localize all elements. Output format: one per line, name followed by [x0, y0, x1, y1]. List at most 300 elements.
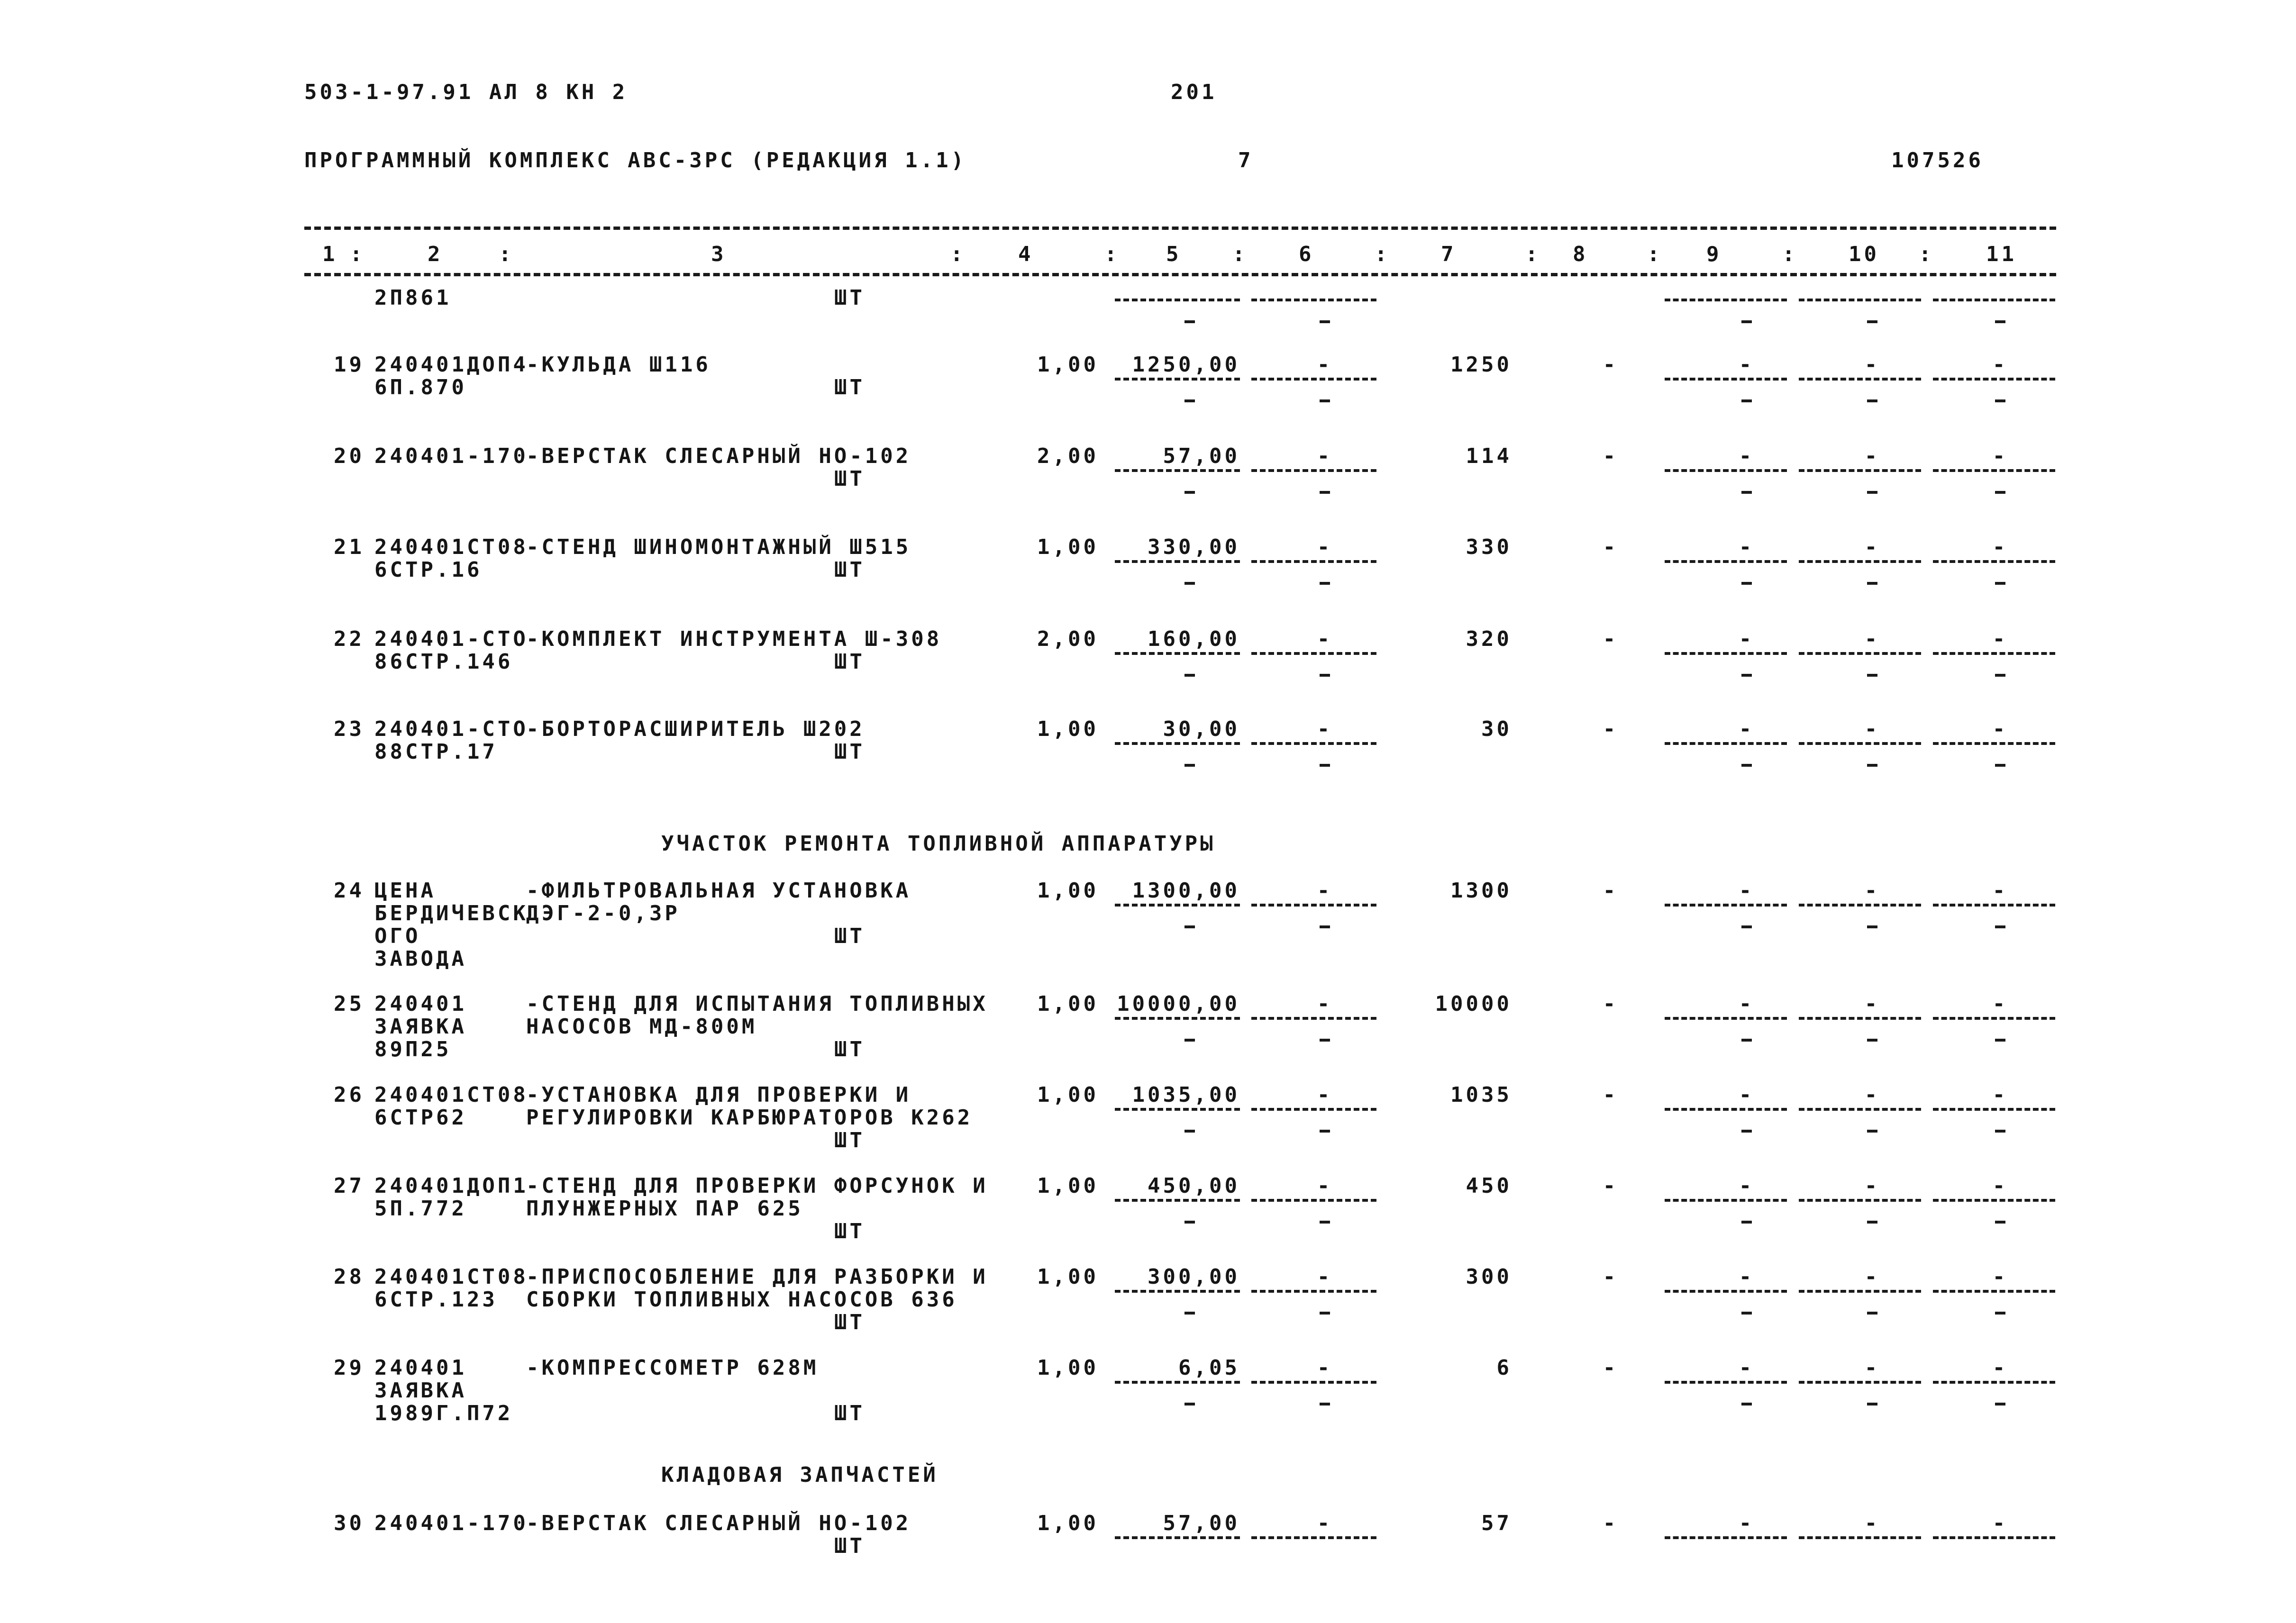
column-11-value: - — [1992, 1265, 2008, 1289]
subtotal-dash-mark — [1320, 1130, 1330, 1133]
column-6-value: - — [1317, 1083, 1333, 1107]
column-9-value: - — [1739, 1356, 1755, 1380]
quantity: 1,00 — [1037, 1356, 1099, 1380]
subtotal-dashed-line — [1933, 1381, 2055, 1384]
subtotal-dashed-line — [1251, 904, 1376, 907]
section-heading-parts: КЛАДОВАЯ ЗАПЧАСТЕЙ — [661, 1463, 938, 1487]
equipment-name: -БОРТОРАСШИРИТЕЛЬ Ш202 — [526, 717, 865, 741]
subtotal-dash-mark — [1867, 1039, 1877, 1042]
equipment-name: СБОРКИ ТОПЛИВНЫХ НАСОСОВ 636 — [526, 1288, 957, 1312]
subtotal-dashed-line — [1799, 469, 1921, 472]
subtotal-dash-mark — [1995, 582, 2005, 585]
total-amount: 30 — [1481, 717, 1512, 741]
subtotal-dash-mark — [1320, 764, 1330, 767]
total-amount: 450 — [1466, 1174, 1512, 1198]
subtotal-dash-mark — [1741, 674, 1752, 677]
equipment-name: ПЛУНЖЕРНЫХ ПАР 625 — [526, 1197, 803, 1221]
subtotal-dashed-line — [1933, 469, 2055, 472]
subtotal-dash-mark — [1184, 1039, 1195, 1042]
unit-of-measure: ШТ — [834, 375, 865, 399]
subtotal-dashed-line — [1115, 1536, 1240, 1539]
row-number: 28 — [334, 1265, 364, 1289]
unit-of-measure: ШТ — [834, 1037, 865, 1061]
equipment-name: -ПРИСПОСОБЛЕНИЕ ДЛЯ РАЗБОРКИ И — [526, 1265, 988, 1289]
column-8-value: - — [1603, 444, 1619, 468]
subtotal-dash-mark — [1320, 320, 1330, 323]
subtotal-dashed-line — [1251, 1017, 1376, 1020]
column-10-value: - — [1864, 1265, 1880, 1289]
subtotal-dash-mark — [1867, 764, 1877, 767]
subtotal-dash-mark — [1741, 925, 1752, 928]
subtotal-dash-mark — [1184, 925, 1195, 928]
quantity: 1,00 — [1037, 1083, 1099, 1107]
subtotal-dashed-line — [1115, 652, 1240, 655]
column-6-value: - — [1317, 1265, 1333, 1289]
unit-of-measure: ШТ — [834, 1219, 865, 1243]
unit-price: 160,00 — [1148, 627, 1240, 651]
column-9-value: - — [1739, 1511, 1755, 1535]
document-number: 107526 — [1891, 148, 1984, 172]
column-9-value: - — [1739, 353, 1755, 377]
equipment-name: -КУЛЬДА Ш116 — [526, 353, 711, 377]
subtotal-dashed-line — [1799, 560, 1921, 563]
column-10-value: - — [1864, 353, 1880, 377]
column-8-value: - — [1603, 879, 1619, 903]
column-8-value: - — [1603, 1174, 1619, 1198]
subtotal-dashed-line — [1665, 1199, 1787, 1202]
column-9-value: - — [1739, 879, 1755, 903]
subtotal-dash-mark — [1741, 491, 1752, 494]
equipment-name: -ВЕРСТАК СЛЕСАРНЫЙ НО-102 — [526, 1511, 911, 1535]
subtotal-dash-mark — [1995, 764, 2005, 767]
row-number: 23 — [334, 717, 364, 741]
column-8-value: - — [1603, 535, 1619, 559]
total-amount: 1035 — [1450, 1083, 1512, 1107]
equipment-code: ЗАЯВКА — [374, 1015, 467, 1039]
unit-price: 30,00 — [1163, 717, 1240, 741]
unit-price: 1250,00 — [1132, 353, 1240, 377]
subtotal-dash-mark — [1995, 399, 2005, 402]
column-header-2: 2 — [428, 242, 443, 266]
subtotal-dash-mark — [1995, 1403, 2005, 1405]
equipment-code: БЕРДИЧЕВСК — [374, 901, 528, 925]
column-9-value: - — [1739, 1265, 1755, 1289]
subtotal-dashed-line — [1251, 560, 1376, 563]
equipment-name: -ФИЛЬТРОВАЛЬНАЯ УСТАНОВКА — [526, 879, 911, 903]
subtotal-dash-mark — [1741, 582, 1752, 585]
column-11-value: - — [1992, 1356, 2008, 1380]
subtotal-dashed-line — [1251, 1108, 1376, 1111]
column-header-4: 4 — [1018, 242, 1034, 266]
unit-price: 300,00 — [1148, 1265, 1240, 1289]
subtotal-dash-mark — [1184, 674, 1195, 677]
subtotal-dashed-line — [1933, 378, 2055, 381]
total-amount: 330 — [1466, 535, 1512, 559]
column-separator: : — [1525, 242, 1541, 266]
subtotal-dashed-line — [1933, 904, 2055, 907]
subtotal-dash-mark — [1741, 1039, 1752, 1042]
subtotal-dashed-line — [1933, 1017, 2055, 1020]
subtotal-dash-mark — [1741, 1312, 1752, 1315]
column-8-value: - — [1603, 1265, 1619, 1289]
subtotal-dashed-line — [1933, 1199, 2055, 1202]
quantity: 1,00 — [1037, 353, 1099, 377]
equipment-code: 6П.870 — [374, 375, 467, 399]
program-title: ПРОГРАММНЫЙ КОМПЛЕКС АВС-3РС (РЕДАКЦИЯ 1.1) — [304, 148, 967, 172]
unit-price: 57,00 — [1163, 444, 1240, 468]
unit-price: 1300,00 — [1132, 879, 1240, 903]
subtotal-dash-mark — [1867, 320, 1877, 323]
total-amount: 57 — [1481, 1511, 1512, 1535]
equipment-code: ЗАЯВКА — [374, 1378, 467, 1403]
total-amount: 114 — [1466, 444, 1512, 468]
column-header-10: 10 — [1849, 242, 1879, 266]
subtotal-dashed-line — [1799, 378, 1921, 381]
column-10-value: - — [1864, 1083, 1880, 1107]
equipment-code: 5П.772 — [374, 1197, 467, 1221]
column-11-value: - — [1992, 353, 2008, 377]
column-header-5: 5 — [1166, 242, 1182, 266]
equipment-code: 240401-СТО — [374, 717, 528, 741]
column-10-value: - — [1864, 627, 1880, 651]
column-separator: : — [350, 242, 365, 266]
subtotal-dashed-line — [1251, 1290, 1376, 1293]
subtotal-dashed-line — [1665, 560, 1787, 563]
subtotal-dash-mark — [1320, 491, 1330, 494]
column-11-value: - — [1992, 1174, 2008, 1198]
subtotal-dash-mark — [1320, 1312, 1330, 1315]
subtotal-dashed-line — [1115, 469, 1240, 472]
column-9-value: - — [1739, 1174, 1755, 1198]
column-10-value: - — [1864, 1174, 1880, 1198]
column-separator: : — [499, 242, 514, 266]
subtotal-dashed-line — [1799, 1017, 1921, 1020]
subtotal-dash-mark — [1184, 1312, 1195, 1315]
equipment-name: -КОМПЛЕКТ ИНСТРУМЕНТА Ш-308 — [526, 627, 942, 651]
equipment-name: -ВЕРСТАК СЛЕСАРНЫЙ НО-102 — [526, 444, 911, 468]
equipment-code: 240401 — [374, 1356, 467, 1380]
section-heading-fuel: УЧАСТОК РЕМОНТА ТОПЛИВНОЙ АППАРАТУРЫ — [661, 832, 1216, 856]
column-separator: : — [1782, 242, 1798, 266]
subtotal-dashed-line — [1933, 1108, 2055, 1111]
subtotal-dash-mark — [1867, 582, 1877, 585]
unit-of-measure: ШТ — [834, 1128, 865, 1152]
unit-price: 450,00 — [1148, 1174, 1240, 1198]
subtotal-dashed-line — [1251, 378, 1376, 381]
subtotal-dashed-line — [1115, 1017, 1240, 1020]
column-8-value: - — [1603, 627, 1619, 651]
unit-price: 330,00 — [1148, 535, 1240, 559]
equipment-code: 240401ДОП1 — [374, 1174, 528, 1198]
equipment-name: -КОМПРЕССОМЕТР 628М — [526, 1356, 819, 1380]
continuation-code: 2П861 — [374, 286, 452, 310]
subtotal-dashed-line — [1799, 1199, 1921, 1202]
subtotal-dash-mark — [1867, 399, 1877, 402]
subtotal-dash-mark — [1867, 1221, 1877, 1224]
subtotal-dashed-line — [1665, 299, 1787, 301]
total-amount: 1250 — [1450, 353, 1512, 377]
column-6-value: - — [1317, 1174, 1333, 1198]
column-header-3: 3 — [711, 242, 727, 266]
subtotal-dashed-line — [1799, 1381, 1921, 1384]
column-6-value: - — [1317, 444, 1333, 468]
subtotal-dashed-line — [1933, 1290, 2055, 1293]
subtotal-dashed-line — [1799, 1108, 1921, 1111]
subtotal-dashed-line — [1665, 1381, 1787, 1384]
column-6-value: - — [1317, 1356, 1333, 1380]
column-6-value: - — [1317, 1511, 1333, 1535]
header-top-rule — [304, 227, 2056, 230]
row-number: 25 — [334, 992, 364, 1016]
subtotal-dash-mark — [1995, 320, 2005, 323]
subtotal-dashed-line — [1665, 469, 1787, 472]
document-code: 503-1-97.91 АЛ 8 КН 2 — [304, 80, 628, 104]
column-header-7: 7 — [1441, 242, 1457, 266]
subtotal-dash-mark — [1995, 491, 2005, 494]
subtotal-dashed-line — [1115, 1108, 1240, 1111]
column-11-value: - — [1992, 444, 2008, 468]
subtotal-dashed-line — [1933, 299, 2055, 301]
column-10-value: - — [1864, 879, 1880, 903]
equipment-code: 240401-170 — [374, 444, 528, 468]
equipment-name: -СТЕНД ДЛЯ ПРОВЕРКИ ФОРСУНОК И — [526, 1174, 988, 1198]
row-number: 19 — [334, 353, 364, 377]
row-number: 26 — [334, 1083, 364, 1107]
equipment-code: 240401-170 — [374, 1511, 528, 1535]
equipment-code: 88СТР.17 — [374, 740, 498, 764]
subtotal-dashed-line — [1115, 299, 1240, 301]
subtotal-dash-mark — [1741, 1403, 1752, 1405]
column-6-value: - — [1317, 535, 1333, 559]
row-number: 24 — [334, 879, 364, 903]
column-11-value: - — [1992, 992, 2008, 1016]
column-6-value: - — [1317, 879, 1333, 903]
column-10-value: - — [1864, 1511, 1880, 1535]
subtotal-dash-mark — [1184, 1221, 1195, 1224]
column-separator: : — [1919, 242, 1934, 266]
quantity: 2,00 — [1037, 627, 1099, 651]
subtotal-dashed-line — [1251, 742, 1376, 745]
equipment-code: 240401СТ08 — [374, 1265, 528, 1289]
subtotal-dashed-line — [1115, 378, 1240, 381]
equipment-code: 240401 — [374, 992, 467, 1016]
row-number: 22 — [334, 627, 364, 651]
column-10-value: - — [1864, 535, 1880, 559]
unit-price: 10000,00 — [1117, 992, 1240, 1016]
subtotal-dash-mark — [1741, 1221, 1752, 1224]
subtotal-dashed-line — [1665, 904, 1787, 907]
row-number: 30 — [334, 1511, 364, 1535]
subtotal-dashed-line — [1665, 378, 1787, 381]
subtotal-dash-mark — [1741, 399, 1752, 402]
column-11-value: - — [1992, 717, 2008, 741]
column-8-value: - — [1603, 353, 1619, 377]
total-amount: 1300 — [1450, 879, 1512, 903]
subtotal-dash-mark — [1320, 1403, 1330, 1405]
row-number: 20 — [334, 444, 364, 468]
column-8-value: - — [1603, 717, 1619, 741]
subtotal-dashed-line — [1251, 1199, 1376, 1202]
subtotal-dashed-line — [1665, 742, 1787, 745]
equipment-name: ДЭГ-2-0,3Р — [526, 901, 680, 925]
continuation-unit: ШТ — [834, 286, 865, 310]
unit-of-measure: ШТ — [834, 467, 865, 491]
subtotal-dashed-line — [1799, 742, 1921, 745]
subtotal-dash-mark — [1867, 1130, 1877, 1133]
column-8-value: - — [1603, 1356, 1619, 1380]
subtotal-dash-mark — [1867, 1403, 1877, 1405]
subtotal-dashed-line — [1665, 1017, 1787, 1020]
subtotal-dashed-line — [1115, 1381, 1240, 1384]
column-11-value: - — [1992, 1083, 2008, 1107]
column-9-value: - — [1739, 444, 1755, 468]
subtotal-dash-mark — [1320, 1221, 1330, 1224]
total-amount: 10000 — [1435, 992, 1512, 1016]
subtotal-dashed-line — [1799, 652, 1921, 655]
column-10-value: - — [1864, 992, 1880, 1016]
subtotal-dashed-line — [1799, 299, 1921, 301]
total-amount: 6 — [1496, 1356, 1512, 1380]
subtotal-dash-mark — [1867, 674, 1877, 677]
column-8-value: - — [1603, 1083, 1619, 1107]
subtotal-dash-mark — [1184, 1130, 1195, 1133]
equipment-name: НАСОСОВ МД-800М — [526, 1015, 757, 1039]
quantity: 2,00 — [1037, 444, 1099, 468]
column-8-value: - — [1603, 1511, 1619, 1535]
equipment-code: ЦЕНА — [374, 879, 436, 903]
column-8-value: - — [1603, 992, 1619, 1016]
unit-of-measure: ШТ — [834, 1310, 865, 1334]
subtotal-dash-mark — [1995, 1039, 2005, 1042]
subtotal-dashed-line — [1799, 1536, 1921, 1539]
subtotal-dash-mark — [1320, 1039, 1330, 1042]
column-11-value: - — [1992, 627, 2008, 651]
column-6-value: - — [1317, 627, 1333, 651]
column-6-value: - — [1317, 717, 1333, 741]
unit-of-measure: ШТ — [834, 1534, 865, 1558]
total-amount: 320 — [1466, 627, 1512, 651]
subtotal-dash-mark — [1741, 764, 1752, 767]
quantity: 1,00 — [1037, 879, 1099, 903]
subtotal-dash-mark — [1320, 399, 1330, 402]
column-6-value: - — [1317, 992, 1333, 1016]
equipment-name: -СТЕНД ШИНОМОНТАЖНЫЙ Ш515 — [526, 535, 911, 559]
column-9-value: - — [1739, 717, 1755, 741]
subtotal-dashed-line — [1251, 469, 1376, 472]
subtotal-dashed-line — [1933, 560, 2055, 563]
subtotal-dashed-line — [1115, 904, 1240, 907]
subtotal-dashed-line — [1933, 742, 2055, 745]
subtotal-dash-mark — [1184, 1403, 1195, 1405]
equipment-code: 6СТР.123 — [374, 1288, 498, 1312]
subtotal-dashed-line — [1665, 1536, 1787, 1539]
column-header-8: 8 — [1573, 242, 1588, 266]
unit-of-measure: ШТ — [834, 1401, 865, 1425]
column-11-value: - — [1992, 879, 2008, 903]
column-header-1: 1 — [322, 242, 338, 266]
subtotal-dash-mark — [1184, 491, 1195, 494]
column-header-11: 11 — [1986, 242, 2017, 266]
subtotal-dash-mark — [1995, 674, 2005, 677]
column-11-value: - — [1992, 1511, 2008, 1535]
equipment-code: 6СТР62 — [374, 1106, 467, 1130]
unit-of-measure: ШТ — [834, 558, 865, 582]
equipment-code: 240401СТ08 — [374, 535, 528, 559]
row-number: 27 — [334, 1174, 364, 1198]
unit-of-measure: ШТ — [834, 650, 865, 674]
subtotal-dash-mark — [1741, 320, 1752, 323]
total-amount: 300 — [1466, 1265, 1512, 1289]
quantity: 1,00 — [1037, 535, 1099, 559]
subtotal-dash-mark — [1867, 491, 1877, 494]
subtotal-dash-mark — [1184, 764, 1195, 767]
subtotal-dashed-line — [1251, 299, 1376, 301]
subtotal-dash-mark — [1320, 925, 1330, 928]
column-header-9: 9 — [1706, 242, 1722, 266]
column-10-value: - — [1864, 1356, 1880, 1380]
subtotal-dashed-line — [1933, 1536, 2055, 1539]
subtotal-dash-mark — [1184, 582, 1195, 585]
subtotal-dashed-line — [1115, 742, 1240, 745]
subtotal-dash-mark — [1995, 1130, 2005, 1133]
column-11-value: - — [1992, 535, 2008, 559]
equipment-code: 1989Г.П72 — [374, 1401, 513, 1425]
unit-of-measure: ШТ — [834, 924, 865, 948]
subtotal-dashed-line — [1115, 1199, 1240, 1202]
subtotal-dash-mark — [1184, 399, 1195, 402]
subtotal-dashed-line — [1665, 652, 1787, 655]
row-number: 21 — [334, 535, 364, 559]
column-9-value: - — [1739, 1083, 1755, 1107]
subtotal-dash-mark — [1184, 320, 1195, 323]
column-6-value: - — [1317, 353, 1333, 377]
equipment-code: 240401ДОП4 — [374, 353, 528, 377]
subtotal-dash-mark — [1995, 925, 2005, 928]
subtotal-dashed-line — [1799, 1290, 1921, 1293]
equipment-code: 240401-СТО — [374, 627, 528, 651]
column-separator: : — [1647, 242, 1663, 266]
subtotal-dash-mark — [1995, 1221, 2005, 1224]
subtotal-dashed-line — [1665, 1108, 1787, 1111]
quantity: 1,00 — [1037, 992, 1099, 1016]
column-separator: : — [1375, 242, 1390, 266]
column-header-6: 6 — [1299, 242, 1314, 266]
equipment-code: 6СТР.16 — [374, 558, 483, 582]
subtotal-dash-mark — [1867, 925, 1877, 928]
equipment-code: 240401СТ08 — [374, 1083, 528, 1107]
quantity: 1,00 — [1037, 1174, 1099, 1198]
quantity: 1,00 — [1037, 1511, 1099, 1535]
subtotal-dash-mark — [1320, 582, 1330, 585]
quantity: 1,00 — [1037, 1265, 1099, 1289]
unit-price: 1035,00 — [1132, 1083, 1240, 1107]
column-separator: : — [950, 242, 966, 266]
column-9-value: - — [1739, 535, 1755, 559]
equipment-code: 86СТР.146 — [374, 650, 513, 674]
subtotal-dashed-line — [1665, 1290, 1787, 1293]
unit-price: 57,00 — [1163, 1511, 1240, 1535]
column-10-value: - — [1864, 717, 1880, 741]
column-separator: : — [1104, 242, 1120, 266]
equipment-name: РЕГУЛИРОВКИ КАРБЮРАТОРОВ К262 — [526, 1106, 973, 1130]
sheet-number: 7 — [1238, 148, 1254, 172]
header-bottom-rule — [304, 273, 2056, 276]
subtotal-dash-mark — [1995, 1312, 2005, 1315]
column-separator: : — [1232, 242, 1248, 266]
column-9-value: - — [1739, 627, 1755, 651]
quantity: 1,00 — [1037, 717, 1099, 741]
subtotal-dash-mark — [1867, 1312, 1877, 1315]
